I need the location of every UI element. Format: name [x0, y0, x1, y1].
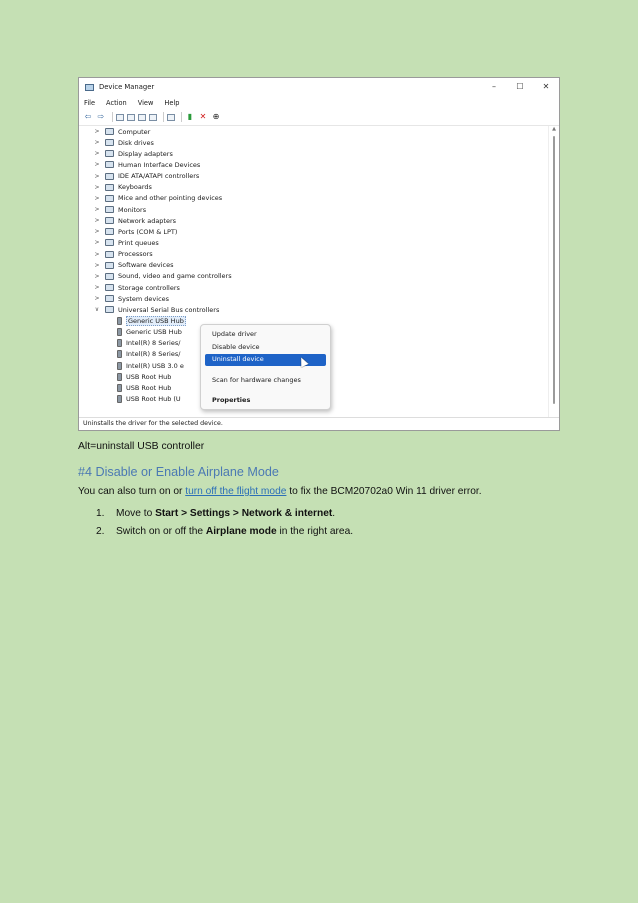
device-category-icon [105, 139, 114, 146]
tree-item[interactable] [79, 249, 547, 260]
tree-item[interactable] [79, 193, 547, 204]
menu-view[interactable]: View [137, 98, 154, 107]
vertical-scrollbar[interactable] [548, 126, 559, 418]
device-category-icon [105, 195, 114, 202]
step-text: . [332, 508, 336, 519]
tree-item-label: Display adapters [118, 149, 173, 158]
device-category-icon [105, 251, 114, 258]
menu-item-properties[interactable]: Properties [212, 396, 251, 404]
tree-item-label: Computer [118, 127, 151, 136]
window-title: Device Manager [99, 83, 155, 91]
device-category-icon [105, 306, 114, 313]
chevron-right-icon[interactable]: > [94, 272, 100, 280]
monitor-icon[interactable] [167, 114, 175, 121]
device-category-icon [105, 284, 114, 291]
forward-icon[interactable]: ⇨ [97, 112, 105, 121]
tree-item-label: Network adapters [118, 216, 177, 225]
tree-item[interactable] [79, 159, 547, 170]
tree-item-label: USB Root Hub [126, 372, 172, 381]
chevron-right-icon[interactable]: > [94, 228, 100, 236]
status-bar: Uninstalls the driver for the selected device. [79, 417, 559, 430]
tree-item-label: Intel(R) 8 Series/ [126, 350, 181, 359]
menu-action[interactable]: Action [106, 98, 127, 107]
tree-item[interactable] [79, 204, 547, 215]
device-category-icon [105, 262, 114, 269]
tree-item-label: Print queues [118, 238, 159, 247]
menu-item-scan-hardware[interactable]: Scan for hardware changes [212, 375, 301, 384]
chevron-right-icon[interactable]: > [94, 128, 100, 136]
tree-item[interactable] [79, 293, 547, 304]
menu-file[interactable]: File [84, 98, 96, 107]
device-category-icon [105, 173, 114, 180]
tree-item[interactable] [79, 148, 547, 159]
menu-item-disable-device[interactable]: Disable device [212, 342, 260, 351]
device-category-icon [105, 161, 114, 168]
chevron-right-icon[interactable]: > [94, 150, 100, 158]
chevron-down-icon[interactable]: ∨ [94, 306, 100, 314]
tree-item-label: Generic USB Hub [128, 316, 184, 325]
usb-device-icon [117, 384, 122, 392]
tree-item[interactable] [79, 237, 547, 248]
tree-item-label: Processors [118, 250, 153, 259]
device-category-icon [105, 239, 114, 246]
tree-item-label: Ports (COM & LPT) [118, 227, 178, 236]
tree-item-label: Human Interface Devices [118, 160, 201, 169]
tree-item[interactable] [79, 260, 547, 271]
para-text-before: You can also turn on or [78, 486, 186, 497]
tree-item-label: Software devices [118, 261, 174, 270]
usb-device-icon [117, 395, 122, 403]
step-bold: Airplane mode [205, 526, 277, 537]
alt-text: Alt=uninstall USB controller [78, 441, 205, 452]
toolbar-divider [181, 112, 182, 122]
device-category-icon [105, 228, 114, 235]
intro-paragraph [78, 486, 482, 497]
chevron-right-icon[interactable]: > [94, 250, 100, 258]
scroll-thumb[interactable] [553, 136, 555, 404]
device-manager-screenshot [78, 77, 560, 431]
chevron-right-icon[interactable]: > [94, 172, 100, 180]
chevron-right-icon[interactable]: > [94, 183, 100, 191]
tree-item-label: Keyboards [118, 183, 152, 192]
tree-item[interactable] [79, 282, 547, 293]
usb-device-icon [117, 350, 122, 358]
device-category-icon [105, 128, 114, 135]
step-text: in the right area. [276, 526, 354, 537]
menu-help[interactable]: Help [164, 98, 180, 107]
chevron-right-icon[interactable]: > [94, 239, 100, 247]
chevron-right-icon[interactable]: > [94, 161, 100, 169]
tree-item[interactable] [79, 215, 547, 226]
scroll-up-icon[interactable]: ▲ [552, 126, 556, 132]
menu-bar [79, 96, 559, 109]
tree-item[interactable] [79, 171, 547, 182]
list-item [78, 523, 353, 541]
step-bold: Start > Settings > Network & internet [155, 508, 333, 519]
usb-device-icon [117, 362, 122, 370]
usb-device-icon [117, 373, 122, 381]
chevron-right-icon[interactable]: > [94, 139, 100, 147]
tree-item[interactable] [79, 304, 547, 315]
close-icon[interactable]: ✕ [542, 82, 550, 91]
tree-item-label: System devices [118, 294, 170, 303]
step-number: 1. [96, 508, 105, 519]
tree-item-label: Monitors [118, 205, 147, 214]
usb-device-icon [117, 328, 122, 336]
tree-item[interactable] [79, 126, 547, 137]
toolbar-divider [163, 112, 164, 122]
back-icon[interactable]: ⇦ [84, 112, 92, 121]
tree-item-label: Sound, video and game controllers [118, 272, 232, 281]
flight-mode-link[interactable]: turn off the flight mode [185, 486, 287, 497]
device-category-icon [105, 295, 114, 302]
tree-item[interactable] [79, 226, 547, 237]
tree-item-label: USB Root Hub (U [126, 394, 181, 403]
step-text: Move to [116, 508, 156, 519]
chevron-right-icon[interactable]: > [94, 206, 100, 214]
list-item [78, 505, 353, 523]
add-driver-icon[interactable]: ▮ [187, 112, 193, 121]
menu-item-update-driver[interactable]: Update driver [212, 330, 257, 338]
context-menu [200, 324, 331, 410]
tree-item-label: Storage controllers [118, 283, 180, 292]
tree-item-label: Disk drives [118, 138, 154, 147]
step-number: 2. [96, 526, 105, 537]
step-text: Switch on or off the [116, 526, 206, 537]
tree-item[interactable] [79, 271, 547, 282]
para-text-after: to fix the BCM20702a0 Win 11 driver error. [286, 486, 482, 497]
toolbar-divider [112, 112, 113, 122]
chevron-right-icon[interactable]: > [94, 284, 100, 292]
device-category-icon [105, 150, 114, 157]
chevron-right-icon[interactable]: > [94, 295, 100, 303]
view-icon[interactable] [149, 114, 157, 121]
device-category-icon [105, 184, 114, 191]
title-bar [79, 78, 559, 96]
help-icon[interactable] [138, 114, 146, 121]
remove-icon[interactable]: ✕ [199, 112, 207, 121]
steps-list [78, 505, 353, 541]
chevron-right-icon[interactable]: > [94, 217, 100, 225]
device-manager-icon [85, 84, 94, 91]
device-category-icon [105, 206, 114, 213]
list-icon[interactable] [127, 114, 135, 121]
section-heading: #4 Disable or Enable Airplane Mode [78, 465, 279, 479]
chevron-right-icon[interactable]: > [94, 194, 100, 202]
usb-device-icon [117, 339, 122, 347]
tree-item-label: Intel(R) 8 Series/ [126, 339, 181, 348]
chevron-right-icon[interactable]: > [94, 261, 100, 269]
menu-item-uninstall-device[interactable]: Uninstall device [205, 354, 326, 366]
maximize-icon[interactable]: ☐ [516, 82, 524, 91]
window-controls [481, 78, 559, 96]
properties-icon[interactable] [116, 114, 124, 121]
usb-device-icon [117, 317, 122, 325]
tree-item-label: Generic USB Hub [126, 328, 182, 337]
toolbar [79, 109, 559, 126]
download-icon[interactable]: ⊕ [212, 112, 220, 121]
tree-item-label: Universal Serial Bus controllers [118, 305, 220, 314]
tree-item[interactable] [79, 137, 547, 148]
tree-item-label: Mice and other pointing devices [118, 194, 223, 203]
device-category-icon [105, 217, 114, 224]
tree-item-label: Intel(R) USB 3.0 e [126, 361, 184, 370]
device-category-icon [105, 273, 114, 280]
minimize-icon[interactable]: – [492, 82, 496, 91]
tree-item-label: USB Root Hub [126, 383, 172, 392]
tree-item-label: IDE ATA/ATAPI controllers [118, 172, 200, 181]
tree-item[interactable] [79, 182, 547, 193]
